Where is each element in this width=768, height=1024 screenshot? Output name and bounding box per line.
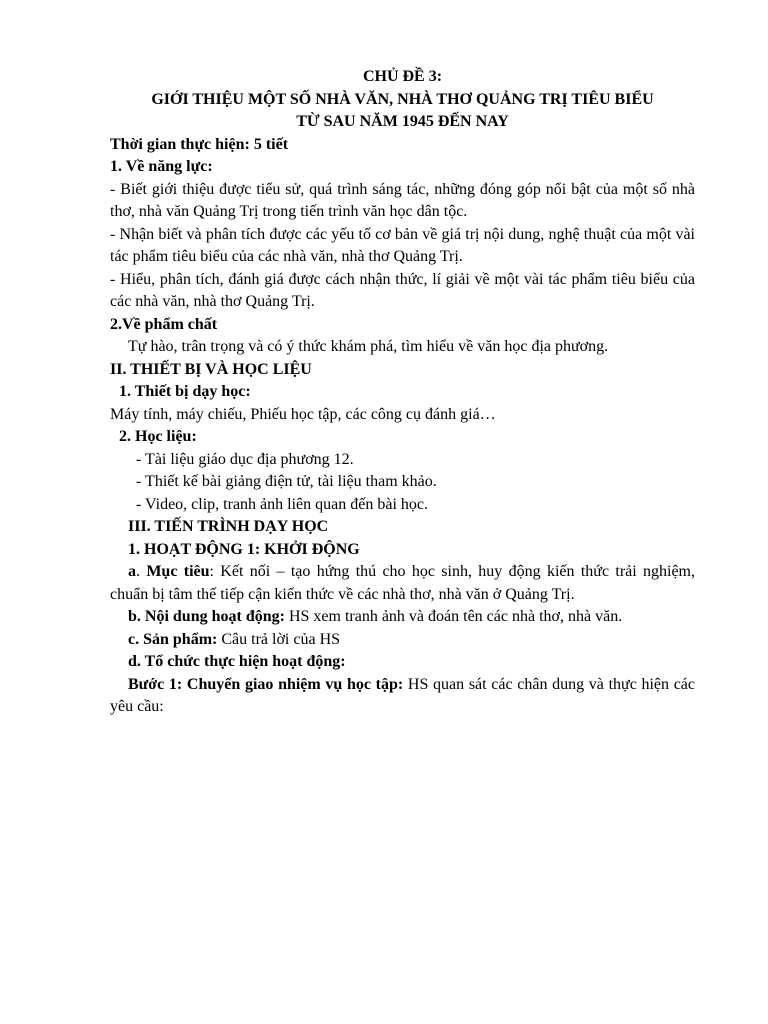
competence-item: - Biết giới thiệu được tiểu sử, quá trình sáng tác, những đóng góp nổi bật của một số nhà thơ, nhà văn Quảng Trị trong tiến trình văn học dân tộc. [110, 180, 695, 220]
objective-paragraph [110, 561, 695, 606]
competence-heading: 1. Về năng lực: [110, 158, 213, 175]
material-item: - Thiết kế bài giảng điện tử, tài liệu tham khảo. [136, 473, 437, 490]
step1-text: HS quan sát các chân dung và thực hiện các yêu cầu: [110, 675, 696, 715]
product-paragraph [110, 629, 695, 652]
activity-heading: 1. HOẠT ĐỘNG 1: KHỞI ĐỘNG [128, 540, 360, 558]
competence-item: - Nhận biết và phân tích được các yếu tố cơ bản về giá trị nội dung, nghệ thuật của một vài tác phẩm tiêu biểu của các nhà văn, nhà thơ Quảng Trị. [110, 225, 695, 265]
topic-number: CHỦ ĐỀ 3: [362, 68, 443, 85]
content-text: HS xem tranh ảnh và đoán tên các nhà thơ, nhà văn. [284, 608, 623, 625]
objective-text: : Kết nối – tạo hứng thú cho học sinh, huy động kiến thức trải nghiệm, chuẩn bị tâm thế tiếp cận kiến thức về các nhà thơ, nhà văn ở Quảng Trị. [110, 563, 696, 603]
content-paragraph [110, 606, 695, 629]
organization-heading: d. Tổ chức thực hiện hoạt động: [128, 653, 346, 670]
equipment-heading: II. THIẾT BỊ VÀ HỌC LIỆU [110, 360, 312, 378]
quality-text: Tự hào, trân trọng và có ý thức khám phá, tìm hiểu về văn học địa phương. [128, 338, 609, 355]
document-subtitle: TỪ SAU NĂM 1945 ĐẾN NAY [296, 113, 509, 130]
competence-item: - Hiểu, phân tích, đánh giá được cách nhận thức, lí giải về một vài tác phẩm tiêu biểu của các nhà văn, nhà thơ Quảng Trị. [110, 270, 695, 310]
objective-separator: . [136, 563, 147, 580]
objective-label: a [128, 563, 136, 580]
materials-heading: 2. Học liệu: [119, 428, 197, 445]
duration: Thời gian thực hiện: 5 tiết [110, 135, 289, 153]
teaching-equipment-heading: 1. Thiết bị dạy học: [119, 383, 251, 400]
step1-label: Bước 1: Chuyển giao nhiệm vụ học tập: [128, 675, 404, 693]
teaching-equipment-text: Máy tính, máy chiếu, Phiếu học tập, các công cụ đánh giá… [110, 405, 496, 423]
step1-paragraph [110, 674, 695, 719]
objective-title: Mục tiêu [146, 563, 210, 580]
process-heading: III. TIẾN TRÌNH DẠY HỌC [128, 518, 329, 535]
product-label: c. Sản phẩm: [128, 630, 218, 648]
quality-heading: 2.Về phẩm chất [110, 315, 218, 333]
product-text: Câu trả lời của HS [217, 630, 341, 648]
document-title: GIỚI THIỆU MỘT SỐ NHÀ VĂN, NHÀ THƠ QUẢNG TRỊ TIÊU BIỂU [151, 90, 654, 108]
material-item: - Video, clip, tranh ảnh liên quan đến bài học. [136, 495, 428, 513]
material-item: - Tài liệu giáo dục địa phương 12. [136, 450, 354, 468]
content-label: b. Nội dung hoạt động: [128, 608, 285, 625]
